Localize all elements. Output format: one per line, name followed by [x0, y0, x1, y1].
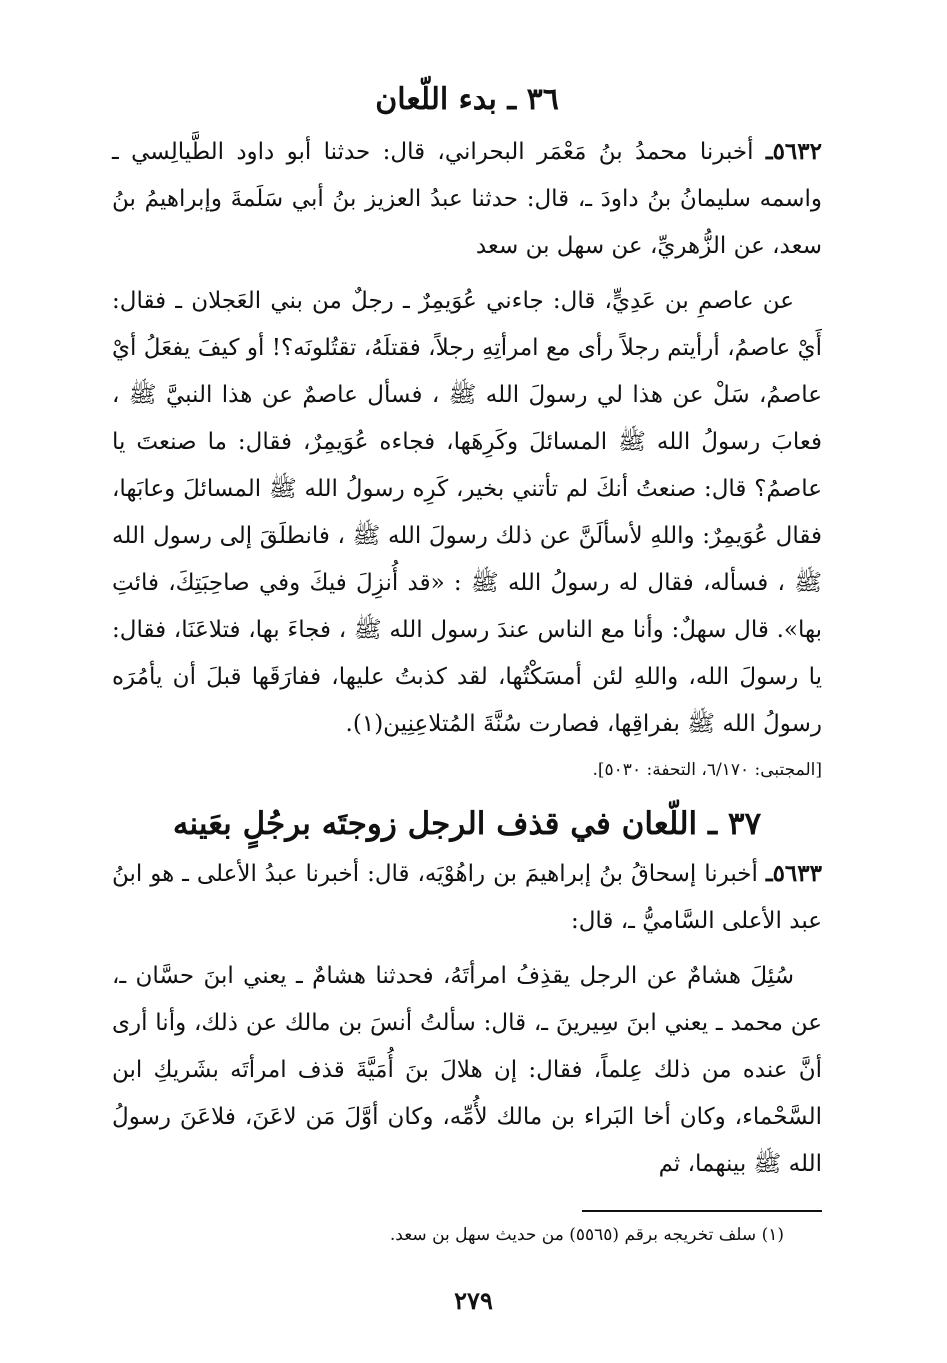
paragraph-gap: [112, 270, 822, 278]
footnote: (١) سلف تخريجه برقم (٥٥٦٥) من حديث سهل بن سعد.: [389, 1225, 784, 1245]
hadith-5632-isnad-text: أخبرنا محمدُ بنُ مَعْمَر البحراني، قال: حدثنا أبو داود الطَّيالِسي ـ واسمه سليمانُ بنُ داودَ ـ، قال: حدثنا عبدُ العزيز بنُ أبي سَلَمةَ وإبراهيمُ بنُ سعد، عن الزُّهريِّ، عن سهل بن سعد: [112, 139, 822, 259]
section-36-heading: ٣٦ ـ بدء اللّعان: [375, 82, 559, 117]
hadith-5632-number: ٥٦٣٢ـ: [765, 138, 822, 165]
section-37-heading: ٣٧ ـ اللّعان في قذف الرجل زوجتَه برجُلٍ بعَينه: [172, 806, 762, 842]
page-body: [112, 80, 822, 1188]
paragraph-gap: [112, 945, 822, 953]
hadith-5633-isnad: [112, 850, 822, 945]
hadith-5632-isnad: [112, 128, 822, 270]
footnote-divider: [582, 1210, 822, 1212]
hadith-5632-matn: عن عاصمِ بن عَدِيٍّ، قال: جاءني عُوَيمِرٌ ـ رجلٌ من بني العَجلان ـ فقال: أَيْ عاصمُ، أرأيتم رجلاً رأى مع امرأتِهِ رجلاً، فقتلَهُ، تقتُلونَه؟! أو كيفَ يفعَلُ أيْ عاصمُ، سَلْ عن هذا لي رسولَ الله ﷺ ، فسأل عاصمٌ عن هذا النبيَّ ﷺ ، فعابَ رسولُ الله ﷺ المسائلَ وكَرِهَها، فجاءه عُوَيمِرٌ، فقال: ما صنعتَ يا عاصمُ؟ قال: صنعتُ أنكَ لم تأتني بخير، كَرِه رسولُ الله ﷺ المسائلَ وعابَها، فقال عُوَيمِرٌ: واللهِ لأسألَنَّ عن ذلك رسولَ الله ﷺ ، فانطلَقَ إلى رسول الله ﷺ ، فسأله، فقال له رسولُ الله ﷺ : «قد أُنزِلَ فيكَ وفي صاحِبَتِكَ، فائتِ بها». قال سهلٌ: وأنا مع الناس عندَ رسول الله ﷺ ، فجاءَ بها، فتلاعَنَا، فقال: يا رسولَ الله، واللهِ لئن أمسَكْتُها، لقد كذبتُ عليها، ففارَقَها قبلَ أن يأمُرَه رسولُ الله ﷺ بفراقِها، فصارت سُنَّةَ المُتلاعِنِين(١).: [112, 288, 822, 737]
page-number: ٢٧٩: [454, 1286, 493, 1315]
hadith-5633-isnad-text: أخبرنا إسحاقُ بنُ إبراهيمَ بن راهُوْيَه، قال: أخبرنا عبدُ الأعلى ـ هو ابنُ عبد الأعلى السَّاميُّ ـ، قال:: [112, 861, 822, 934]
hadith-5633-matn: سُئِلَ هشامٌ عن الرجل يقذِفُ امرأتَهُ، فحدثنا هشامٌ ـ يعني ابنَ حسَّان ـ، عن محمد ـ يعني ابنَ سِيرينَ ـ، قال: سألتُ أنسَ بن مالك عن ذلك، وأنا أرى أنَّ عنده من ذلك عِلماً، فقال: إن هلالَ بنَ أُمَيَّةَ قذف امرأتَه بشَريكِ ابن السَّحْماء، وكان أخا البَراء بن مالك لأُمِّه، وكان أوَّلَ مَن لاعَنَ، فلاعَنَ رسولُ الله ﷺ بينهما، ثم: [112, 963, 822, 1177]
hadith-5633-number: ٥٦٣٣ـ: [765, 860, 822, 887]
hadith-5632-reference: [المجتبى: ٦/١٧٠، التحفة: ٥٠٣٠].: [592, 760, 822, 780]
